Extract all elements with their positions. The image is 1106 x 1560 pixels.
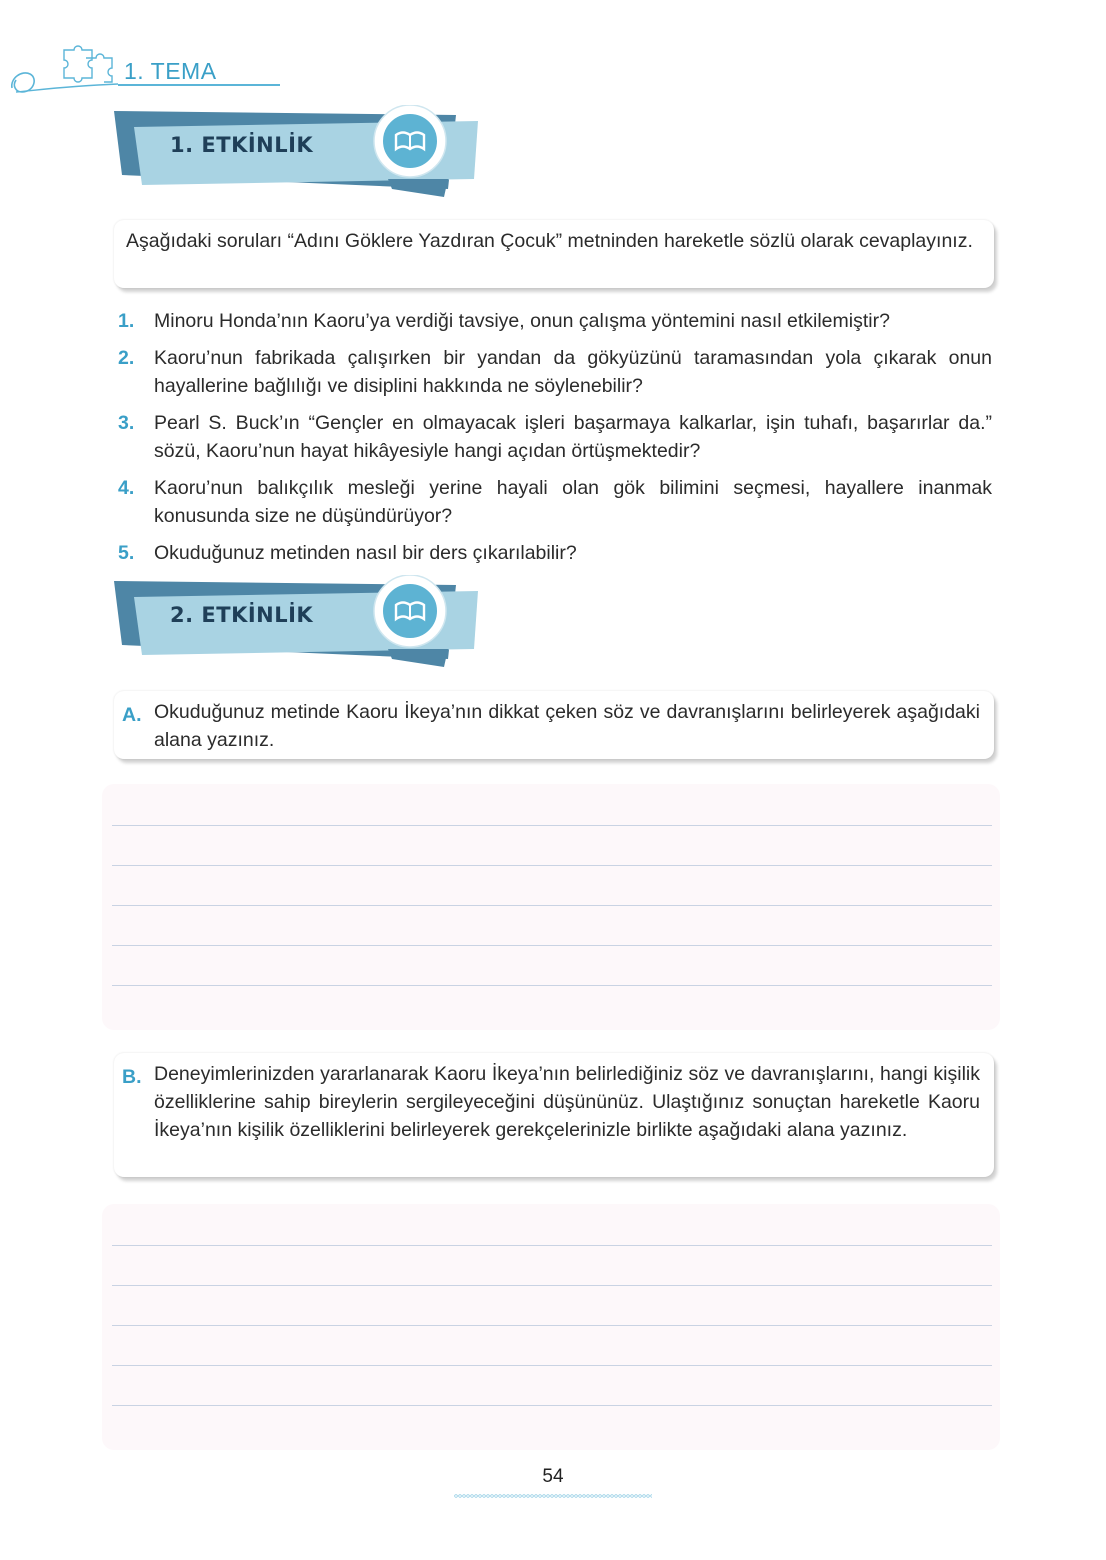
question-text: Okuduğunuz metinden nasıl bir ders çıkarılabilir? [154,542,577,564]
question-number: 5. [118,542,135,564]
part-a-instruction-box [114,691,994,759]
question-number: 1. [118,310,135,332]
question-list [118,307,992,576]
part-b-instruction: Deneyimlerinizden yararlanarak Kaoru İkeya’nın belirlediğiniz söz ve davranışlarını, hangi kişilik özelliklerine sahip bireylerin sergileyeceğini düşününüz. Ulaştığınız sonuçtan hareketle Kaoru İkeya’nın kişilik özelliklerini belirleyerek gerekçelerinizle birlikte aşağıdaki alana yazınız. [154,1063,980,1141]
writing-line [112,1285,992,1286]
question-text: Pearl S. Buck’ın “Gençler en olmayacak işleri başarmaya kalkarlar, işin tuhafı, başarırlar da.” sözü, Kaoru’nun hayat hikâyesiyle hangi açıdan örtüşmektedir? [154,412,992,462]
question-text: Minoru Honda’nın Kaoru’ya verdiği tavsiye, onun çalışma yöntemini nasıl etkilemiştir? [154,310,890,332]
part-a-instruction: Okuduğunuz metinde Kaoru İkeya’nın dikkat çeken söz ve davranışlarını belirleyerek aşağıdaki alana yazınız. [154,701,980,751]
writing-line [112,1245,992,1246]
theme-underline [118,84,280,86]
question-1 [118,307,992,335]
question-number: 4. [118,477,135,499]
question-number: 2. [118,347,135,369]
part-b-letter: B. [122,1066,142,1088]
question-text: Kaoru’nun fabrikada çalışırken bir yandan da gökyüzünü taramasından yola çıkarak onun hayallerine bağlılığı ve disiplini hakkında ne söylenebilir? [154,347,992,397]
activity-1-label: 1. ETKİNLİK [170,133,314,157]
part-a-letter: A. [122,704,142,726]
question-number: 3. [118,412,135,434]
question-3 [118,409,992,465]
writing-line [112,905,992,906]
activity-1-instruction-box [114,220,994,288]
part-b-instruction-box [114,1053,994,1177]
activity-1-banner [108,105,488,200]
writing-line [112,945,992,946]
question-4 [118,474,992,530]
writing-line [112,1365,992,1366]
activity-2-banner [108,575,488,670]
writing-line [112,1325,992,1326]
answer-area-a[interactable] [102,784,1000,1030]
answer-area-b[interactable] [102,1204,1000,1450]
writing-line [112,825,992,826]
activity-1-instruction: Aşağıdaki soruları “Adını Göklere Yazdıran Çocuk” metninden hareketle sözlü olarak cevaplayınız. [126,230,973,252]
question-text: Kaoru’nun balıkçılık mesleği yerine hayali olan gök bilimini seçmesi, hayallere inanmak konusunda size ne düşündürüyor? [154,477,992,527]
question-5 [118,539,992,567]
page-number: 54 [542,1466,564,1487]
writing-line [112,985,992,986]
theme-title: 1. TEMA [124,58,217,84]
writing-line [112,865,992,866]
question-2 [118,344,992,400]
puzzle-swirl-icon [8,40,118,100]
decorative-dots [454,1493,652,1499]
activity-2-label: 2. ETKİNLİK [170,603,314,627]
writing-line [112,1405,992,1406]
